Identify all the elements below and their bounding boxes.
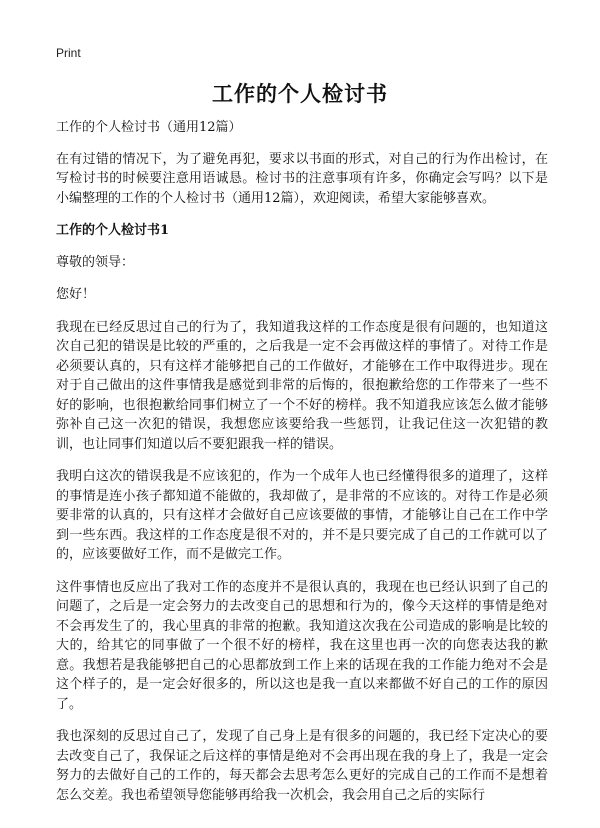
document-subtitle: 工作的个人检讨书（通用12篇） [56, 120, 242, 135]
document-body [56, 118, 548, 818]
body-paragraph-2: 我明白这次的错误我是不应该犯的，作为一个成年人也已经懂得很多的道理了，这样的事情是连小孩子都知道不能做的，我却做了，是非常的不应该的。对待工作是必须要非常的认真的，只有这样才会做好自己应该要做的事情，才能够让自己在工作中学到一些东西。我这样的工作态度是很不对的，并不是只要完成了自己的工作就可以了的，应该要做好工作，而不是做完工作。 [56, 469, 548, 562]
section-heading: 工作的个人检讨书1 [56, 223, 170, 238]
greeting: 您好！ [56, 287, 96, 302]
intro-paragraph: 在有过错的情况下，为了避免再犯，要求以书面的形式，对自己的行为作出检讨，在写检讨书的时候要注意用语诚恳。检讨书的注意事项有许多，你确定会写吗？以下是小编整理的工作的个人检讨书（通用12篇），欢迎阅读，希望大家能够喜欢。 [56, 151, 548, 206]
body-paragraph-1: 我现在已经反思过自己的行为了，我知道我这样的工作态度是很有问题的，也知道这次自己犯的错误是比较的严重的，之后我是一定不会再做这样的事情了。对待工作是必须要认真的，只有这样才能够把自己的工作做好，才能够在工作中取得进步。现在对于自己做出的这件事情我是感觉到非常的后悔的，很抱歉给您的工作带来了一些不好的影响，也很抱歉给同事们树立了一个不好的榜样。我不知道我应该怎么做才能够弥补自己这一次犯的错误，我想您应该要给我一些惩罚，让我记住这一次犯错的教训，也让同事们知道以后不要犯跟我一样的错误。 [56, 319, 548, 452]
print-link[interactable]: Print [56, 46, 81, 60]
body-paragraph-3: 这件事情也反应出了我对工作的态度并不是很认真的，我现在也已经认识到了自己的问题了，之后是一定会努力的去改变自己的思想和行为的，像今天这样的事情是绝对不会再发生了的，我心里真的非常的抱歉。我知道这次我在公司造成的影响是比较的大的，给其它的同事做了一个很不好的榜样，我在这里也再一次的向您表达我的歉意。我想若是我能够把自己的心思都放到工作上来的话现在我的工作能力绝对不会是这个样子的，是一定会好很多的，所以这也是我一直以来都做不好自己的工作的原因了。 [56, 579, 548, 712]
body-paragraph-4: 我也深刻的反思过自己了，发现了自己身上是有很多的问题的，我已经下定决心的要去改变自己了，我保证之后这样的事情是绝对不会再出现在我的身上了，我是一定会努力的去做好自己的工作的，每天都会去思考怎么更好的完成自己的工作而不是想着怎么交差。我也希望领导您能够再给我一次机会，我会用自己之后的实际行 [56, 729, 548, 803]
page-title: 工作的个人检讨书 [212, 81, 388, 106]
salutation: 尊敬的领导： [56, 254, 135, 270]
